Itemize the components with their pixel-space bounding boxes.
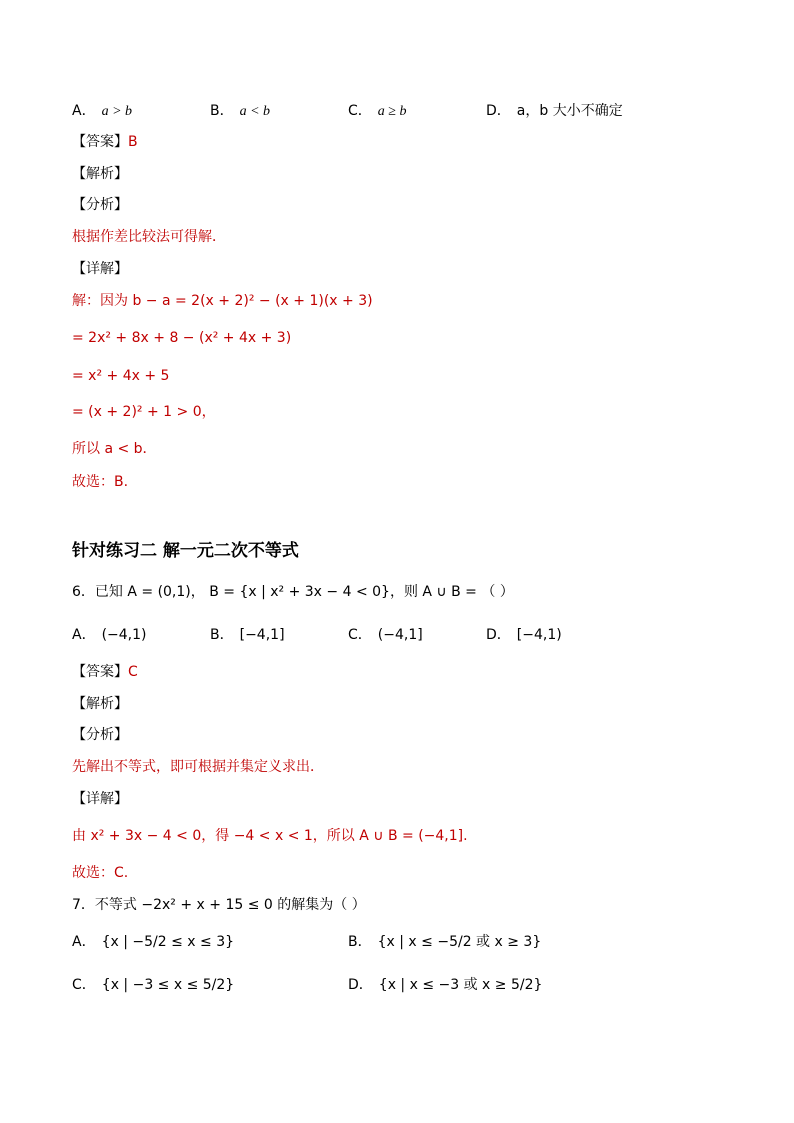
q6-detail-tag: 【详解】 bbox=[72, 791, 128, 807]
q5-step-5: 所以 a < b． bbox=[72, 441, 157, 457]
q5-option-d-text: a，b 大小不确定 bbox=[516, 103, 623, 119]
q5-conclusion: 故选：B. bbox=[72, 474, 129, 490]
q6-option-d bbox=[486, 625, 562, 645]
q5-option-c bbox=[348, 101, 406, 122]
q5-detail-tag: 【详解】 bbox=[72, 261, 128, 277]
q5-fenxi-text: 根据作差比较法可得解． bbox=[72, 229, 226, 245]
q5-option-a-label: A． bbox=[72, 103, 96, 119]
q7-option-a-label: A． bbox=[72, 934, 96, 950]
q6-option-c bbox=[348, 625, 423, 645]
q7-stem: 7．不等式 −2x² + x + 15 ≤ 0 的解集为（ ） bbox=[72, 897, 366, 913]
q5-option-d bbox=[486, 101, 623, 121]
q7-option-c-label: C． bbox=[72, 977, 96, 993]
q6-option-d-label: D． bbox=[486, 627, 511, 643]
q6-analysis-tag: 【解析】 bbox=[72, 696, 128, 712]
q5-option-a-text: a > b bbox=[101, 104, 133, 119]
q6-option-c-text: (−4,1] bbox=[377, 627, 423, 643]
q5-analysis-tag: 【解析】 bbox=[72, 166, 128, 182]
q5-fenxi-tag: 【分析】 bbox=[72, 197, 128, 213]
q7-option-a bbox=[72, 932, 234, 952]
q5-step-1: 解：因为 b − a = 2(x + 2)² − (x + 1)(x + 3) bbox=[72, 293, 373, 309]
q7-option-b-label: B． bbox=[348, 934, 372, 950]
q6-fenxi-tag: 【分析】 bbox=[72, 727, 128, 743]
q7-option-d-label: D． bbox=[348, 977, 373, 993]
q6-detail-text: 由 x² + 3x − 4 < 0，得 −4 < x < 1，所以 A ∪ B = (−4,1]. bbox=[72, 828, 468, 844]
q6-option-a bbox=[72, 625, 147, 645]
q5-answer bbox=[72, 132, 138, 152]
q7-option-c-text: {x | −3 ≤ x ≤ 5/2} bbox=[101, 977, 235, 993]
q6-answer-value: C bbox=[128, 664, 138, 680]
q6-fenxi-text: 先解出不等式，即可根据并集定义求出． bbox=[72, 759, 324, 775]
q5-option-a bbox=[72, 101, 132, 122]
q7-option-a-text: {x | −5/2 ≤ x ≤ 3} bbox=[101, 934, 235, 950]
q5-option-c-text: a ≥ b bbox=[377, 104, 407, 119]
q5-step-2: = 2x² + 8x + 8 − (x² + 4x + 3) bbox=[72, 330, 292, 346]
section-heading: 针对练习二 解一元二次不等式 bbox=[72, 541, 299, 561]
q6-conclusion: 故选：C. bbox=[72, 865, 129, 881]
q6-answer bbox=[72, 662, 138, 682]
q7-option-d bbox=[348, 975, 542, 995]
q5-option-b-label: B． bbox=[210, 103, 234, 119]
q6-option-c-label: C． bbox=[348, 627, 372, 643]
q6-option-d-text: [−4,1) bbox=[516, 627, 562, 643]
q6-option-a-label: A． bbox=[72, 627, 96, 643]
q7-option-d-text: {x | x ≤ −3 或 x ≥ 5/2} bbox=[378, 977, 543, 993]
q6-option-a-text: (−4,1) bbox=[101, 627, 147, 643]
q5-option-b-text: a < b bbox=[239, 104, 271, 119]
q7-option-b-text: {x | x ≤ −5/2 或 x ≥ 3} bbox=[377, 934, 542, 950]
q6-option-b-text: [−4,1] bbox=[239, 627, 285, 643]
q5-answer-tag: 【答案】 bbox=[72, 134, 128, 150]
q6-stem: 6．已知 A = (0,1)， B = {x | x² + 3x − 4 < 0}，则 A ∪ B = （ ） bbox=[72, 584, 514, 600]
q5-step-4: = (x + 2)² + 1 > 0， bbox=[72, 404, 216, 420]
q5-option-d-label: D． bbox=[486, 103, 511, 119]
q6-answer-tag: 【答案】 bbox=[72, 664, 128, 680]
q5-option-c-label: C． bbox=[348, 103, 372, 119]
q5-step-3: = x² + 4x + 5 bbox=[72, 368, 170, 384]
q7-option-c bbox=[72, 975, 234, 995]
q5-option-b bbox=[210, 101, 270, 122]
q5-answer-value: B bbox=[128, 134, 138, 150]
q6-option-b bbox=[210, 625, 285, 645]
q7-option-b bbox=[348, 932, 541, 952]
q6-option-b-label: B． bbox=[210, 627, 234, 643]
